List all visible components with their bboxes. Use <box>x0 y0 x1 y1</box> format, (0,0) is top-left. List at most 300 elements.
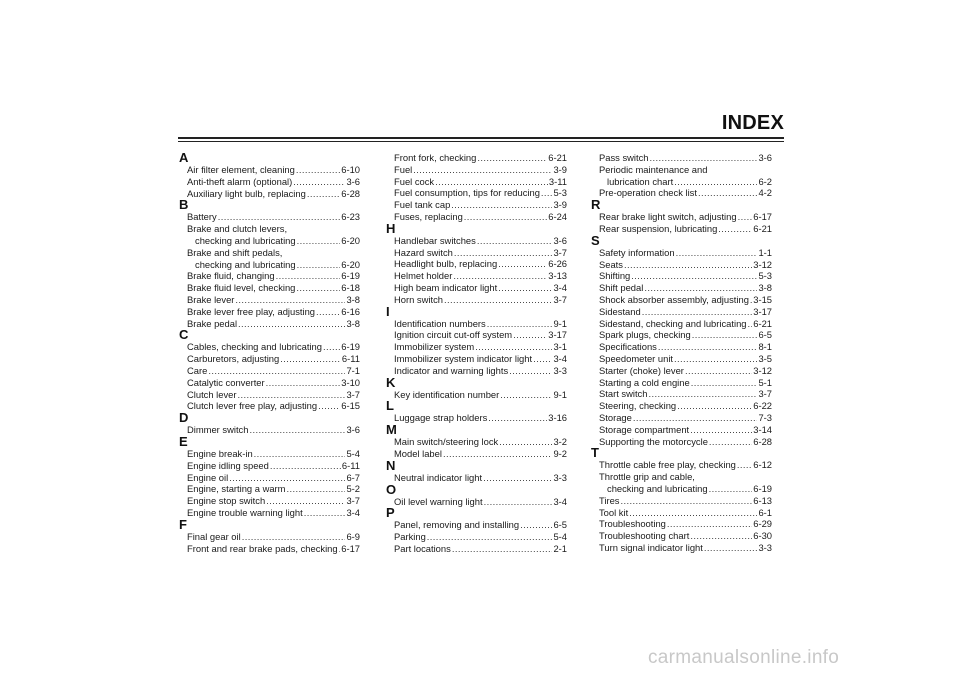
index-entry-page: 6-21 <box>753 222 772 234</box>
index-entry-page: 3-8 <box>346 317 360 329</box>
index-entry <box>599 294 772 306</box>
index-entry-text: Handlebar switches <box>394 234 476 246</box>
index-entry-page: 3-15 <box>753 293 772 305</box>
index-entry-text: lubrication chart <box>607 175 674 187</box>
index-entry-page: 6-10 <box>341 164 360 175</box>
index-entry-text: Auxiliary light bulb, replacing <box>187 187 306 199</box>
index-entry <box>187 448 360 460</box>
index-entry-text: Anti-theft alarm (optional) <box>187 175 293 187</box>
index-leader-dots <box>249 424 345 436</box>
index-entry-page: 6-21 <box>548 152 567 163</box>
index-entry <box>599 247 772 259</box>
index-entry <box>187 270 360 282</box>
index-entry <box>599 211 772 223</box>
index-entry <box>394 235 567 247</box>
page-title: INDEX <box>721 112 784 134</box>
index-entry-text: Engine break-in <box>187 447 253 459</box>
index-leader-dots <box>293 176 345 188</box>
index-leader-dots <box>208 365 345 377</box>
index-entry-text: Throttle cable free play, checking <box>599 459 736 471</box>
index-leader-dots <box>488 412 547 424</box>
index-leader-dots <box>692 329 758 341</box>
index-entry-text: Rear brake light switch, adjusting <box>599 211 737 223</box>
index-entry-page: 6-11 <box>341 459 360 471</box>
index-leader-dots <box>620 495 752 507</box>
index-entry-page: 2-1 <box>553 542 567 554</box>
index-entry-text: Clutch lever free play, adjusting <box>187 400 318 412</box>
index-entry-page: 6-22 <box>753 400 772 412</box>
index-entry <box>187 424 360 436</box>
index-entry-page: 6-20 <box>341 258 360 270</box>
index-entry <box>599 365 772 377</box>
index-leader-dots <box>286 483 345 495</box>
index-entry <box>599 341 772 353</box>
index-entry-text: Clutch lever <box>187 388 237 400</box>
index-entry <box>394 329 567 341</box>
watermark: carmanualsonline.info <box>648 647 840 668</box>
index-entry <box>394 412 567 424</box>
index-entry-text: Shifting <box>599 270 631 282</box>
index-entry-page: 3-7 <box>346 495 360 507</box>
header-rule-thin <box>178 141 784 142</box>
index-leader-dots <box>254 448 346 460</box>
index-leader-dots <box>443 448 552 460</box>
index-leader-dots <box>444 294 552 306</box>
index-entry <box>187 353 360 365</box>
index-entry-page: 3-4 <box>553 281 567 293</box>
index-entry <box>394 353 567 365</box>
index-section-letter: R <box>591 197 601 213</box>
index-entry <box>599 259 772 271</box>
index-entry-page: 3-7 <box>346 388 360 400</box>
index-entry <box>187 294 360 306</box>
index-section-letter: A <box>179 150 189 165</box>
index-entry-text: Part locations <box>394 542 451 554</box>
index-entry-text: Catalytic converter <box>187 376 265 388</box>
index-entry-page: 6-19 <box>341 270 360 282</box>
index-entry <box>394 519 567 531</box>
index-entry-page: 3-6 <box>553 234 567 246</box>
index-section-letter: E <box>179 433 188 449</box>
index-entry-text: Main switch/steering lock <box>394 436 499 448</box>
index-entry <box>599 530 772 542</box>
index-leader-dots <box>280 353 341 365</box>
index-leader-dots <box>229 472 345 484</box>
index-section-letter: D <box>179 410 189 426</box>
index-entry-text: Troubleshooting <box>599 518 666 530</box>
index-leader-dots <box>454 247 553 259</box>
index-leader-dots <box>709 483 753 495</box>
index-entry-page: 3-8 <box>346 293 360 305</box>
index-entry-page: 3-4 <box>553 352 567 364</box>
index-leader-dots <box>499 436 552 448</box>
index-entry <box>187 495 360 507</box>
index-entry <box>394 531 567 543</box>
index-section-letter: M <box>386 422 397 438</box>
index-entry-text: Shift pedal <box>599 282 644 294</box>
index-entry <box>187 460 360 472</box>
index-leader-dots <box>453 270 547 282</box>
index-entry <box>394 389 567 401</box>
index-leader-dots <box>520 519 552 531</box>
index-leader-dots <box>477 152 547 164</box>
index-leader-dots <box>513 329 547 341</box>
index-leader-dots <box>266 495 345 507</box>
index-leader-dots <box>674 353 757 365</box>
index-entry <box>187 365 360 377</box>
index-entry <box>187 223 360 235</box>
index-entry <box>187 164 360 176</box>
index-leader-dots <box>704 542 758 554</box>
index-entry-text: Pass switch <box>599 152 649 163</box>
index-entry <box>394 318 567 330</box>
index-entry-text: Engine trouble warning light <box>187 506 303 518</box>
index-entry-text: Model label <box>394 447 442 459</box>
index-entry-page: 5-3 <box>553 187 567 199</box>
index-entry <box>599 329 772 341</box>
index-entry-page: 6-24 <box>548 210 567 222</box>
index-section-letter: F <box>179 516 187 532</box>
index-entry-text: Starting a cold engine <box>599 376 690 388</box>
index-entry <box>599 152 772 164</box>
index-entry-page: 3-11 <box>548 175 567 187</box>
index-entry-text: Fuel consumption, tips for reducing <box>394 187 540 199</box>
index-entry <box>394 543 567 555</box>
index-entry-page: 3-6 <box>758 152 772 163</box>
index-leader-dots <box>297 259 341 271</box>
index-entry-page: 6-5 <box>553 519 567 531</box>
index-entry <box>599 495 772 507</box>
index-entry-text: Brake and clutch levers, <box>187 223 288 235</box>
index-entry-page: 6-9 <box>346 530 360 542</box>
index-entry-page: 9-1 <box>553 317 567 329</box>
index-leader-dots <box>464 211 547 223</box>
index-leader-dots <box>307 188 340 200</box>
index-column-3 <box>592 152 772 554</box>
index-leader-dots <box>691 377 758 389</box>
index-entry <box>599 412 772 424</box>
index-entry <box>599 282 772 294</box>
index-entry <box>394 187 567 199</box>
index-entry-text: Oil level warning light <box>394 495 483 507</box>
index-entry-page: 3-17 <box>753 305 772 317</box>
index-entry-text: Tires <box>599 494 620 506</box>
index-leader-dots <box>498 282 552 294</box>
index-entry <box>607 176 772 188</box>
index-entry-page: 3-9 <box>553 163 567 175</box>
index-entry-page: 3-9 <box>553 199 567 211</box>
index-leader-dots <box>218 211 341 223</box>
index-leader-dots <box>685 365 752 377</box>
index-leader-dots <box>748 318 753 330</box>
index-leader-dots <box>500 389 552 401</box>
index-leader-dots <box>318 400 340 412</box>
index-entry <box>599 424 772 436</box>
index-leader-dots <box>677 400 752 412</box>
index-leader-dots <box>644 282 757 294</box>
index-leader-dots <box>624 259 752 271</box>
index-entry <box>607 483 772 495</box>
index-entry-page: 3-7 <box>553 246 567 258</box>
index-entry-text: Key identification number <box>394 388 500 400</box>
index-entry-page: 6-17 <box>341 542 360 554</box>
index-entry <box>599 377 772 389</box>
index-leader-dots <box>709 436 752 448</box>
index-entry-page: 6-17 <box>753 211 772 223</box>
index-entry-page: 6-16 <box>341 305 360 317</box>
index-entry <box>394 294 567 306</box>
index-entry-text: Steering, checking <box>599 400 677 412</box>
index-entry-text: Front fork, checking <box>394 152 477 163</box>
index-entry-page: 3-3 <box>553 471 567 483</box>
index-leader-dots <box>435 176 548 188</box>
index-entry-text: Brake and shift pedals, <box>187 246 283 258</box>
index-leader-dots <box>509 365 552 377</box>
index-leader-dots <box>650 152 758 164</box>
index-entry-text: Indicator and warning lights <box>394 364 509 376</box>
index-leader-dots <box>648 388 757 400</box>
index-entry-text: Shock absorber assembly, adjusting <box>599 293 749 305</box>
index-entry-page: 3-7 <box>553 293 567 305</box>
index-entry <box>599 164 772 176</box>
index-leader-dots <box>296 164 340 176</box>
index-leader-dots <box>676 247 758 259</box>
index-entry-text: Sidestand <box>599 305 641 317</box>
index-entry <box>187 377 360 389</box>
index-leader-dots <box>316 306 340 318</box>
index-entry-page: 6-18 <box>341 282 360 294</box>
index-entry <box>394 472 567 484</box>
index-section-letter: K <box>386 374 396 390</box>
index-entry-text: Identification numbers <box>394 317 486 329</box>
index-entry-page: 6-7 <box>346 471 360 483</box>
index-entry-page: 5-1 <box>758 376 772 388</box>
index-entry-page: 3-4 <box>553 495 567 507</box>
index-leader-dots <box>427 531 553 543</box>
index-entry-text: Fuel <box>394 163 413 175</box>
index-entry-page: 3-1 <box>553 341 567 353</box>
index-entry <box>599 223 772 235</box>
index-entry-text: Carburetors, adjusting <box>187 353 280 365</box>
index-entry <box>599 471 772 483</box>
index-leader-dots <box>270 460 341 472</box>
index-entry <box>394 199 567 211</box>
index-leader-dots <box>667 518 752 530</box>
index-entry-page: 3-5 <box>758 352 772 364</box>
index-leader-dots <box>323 341 340 353</box>
index-entry-text: Storage <box>599 411 632 423</box>
index-entry-text: Hazard switch <box>394 246 453 258</box>
index-entry-page: 6-20 <box>341 234 360 246</box>
index-entry-page: 6-12 <box>753 459 772 471</box>
index-leader-dots <box>276 270 341 282</box>
index-entry-page: 6-19 <box>341 341 360 353</box>
index-entry <box>394 247 567 259</box>
index-entry-page: 6-26 <box>548 258 567 270</box>
index-entry-page: 5-2 <box>346 483 360 495</box>
index-entry-text: checking and lubricating <box>607 482 708 494</box>
index-leader-dots <box>339 543 341 555</box>
index-leader-dots <box>238 389 346 401</box>
index-entry <box>394 152 567 164</box>
index-entry-text: checking and lubricating <box>195 234 296 246</box>
index-leader-dots <box>738 211 753 223</box>
index-entry <box>187 318 360 330</box>
index-section-letter: O <box>386 481 397 497</box>
index-entry-text: Dimmer switch <box>187 424 249 436</box>
index-entry-page: 6-19 <box>753 482 772 494</box>
index-entry <box>394 282 567 294</box>
index-leader-dots <box>498 258 547 270</box>
index-entry-page: 6-30 <box>753 530 772 542</box>
index-entry-page: 3-12 <box>753 364 772 376</box>
index-leader-dots <box>633 412 758 424</box>
index-entry-text: Helmet holder <box>394 270 453 282</box>
index-entry-text: Panel, removing and installing <box>394 519 520 531</box>
index-leader-dots <box>296 282 340 294</box>
index-entry-page: 3-3 <box>758 541 772 553</box>
index-entry-text: Cables, checking and lubricating <box>187 341 322 353</box>
index-entry <box>394 211 567 223</box>
index-entry <box>187 400 360 412</box>
index-entry-page: 3-10 <box>341 376 360 388</box>
index-entry-text: Immobilizer system indicator light <box>394 352 533 364</box>
index-entry-text: Troubleshooting chart <box>599 530 690 542</box>
index-entry-text: Safety information <box>599 246 675 258</box>
index-entry-page: 8-1 <box>758 341 772 353</box>
index-entry-page: 3-16 <box>548 412 567 424</box>
index-entry-page: 5-3 <box>758 270 772 282</box>
index-section-letter: P <box>386 505 395 521</box>
index-entry-text: Final gear oil <box>187 530 241 542</box>
index-entry-page: 3-6 <box>346 424 360 436</box>
index-entry <box>394 341 567 353</box>
index-entry-text: Fuses, replacing <box>394 210 463 222</box>
index-entry-text: Spark plugs, checking <box>599 329 691 341</box>
index-entry-text: Neutral indicator light <box>394 471 483 483</box>
index-entry-text: Horn switch <box>394 293 443 305</box>
index-leader-dots <box>674 176 757 188</box>
index-entry <box>599 306 772 318</box>
index-entry <box>599 388 772 400</box>
index-entry-text: Pre-operation check list <box>599 187 697 199</box>
index-entry-page: 3-12 <box>753 258 772 270</box>
index-entry <box>599 318 772 330</box>
index-entry <box>187 472 360 484</box>
index-entry <box>195 235 360 247</box>
index-entry <box>187 188 360 200</box>
index-leader-dots <box>297 235 341 247</box>
index-section-letter: H <box>386 220 396 236</box>
index-entry <box>187 306 360 318</box>
index-entry <box>187 531 360 543</box>
index-leader-dots <box>304 507 346 519</box>
index-entry-text: checking and lubricating <box>195 258 296 270</box>
index-entry-text: Turn signal indicator light <box>599 541 703 553</box>
index-entry-text: Ignition circuit cut-off system <box>394 329 513 341</box>
index-entry-text: Headlight bulb, replacing <box>394 258 498 270</box>
index-entry <box>599 270 772 282</box>
index-leader-dots <box>413 164 552 176</box>
index-entry <box>599 542 772 554</box>
index-entry-text: Fuel cock <box>394 175 435 187</box>
index-entry-page: 3-17 <box>548 329 567 341</box>
index-entry-text: Brake lever free play, adjusting <box>187 305 316 317</box>
index-leader-dots <box>242 531 346 543</box>
index-entry <box>187 483 360 495</box>
index-entry <box>187 507 360 519</box>
index-entry-page: 3-7 <box>758 388 772 400</box>
index-section-letter: C <box>179 327 189 343</box>
index-entry-text: Engine idling speed <box>187 459 269 471</box>
index-leader-dots <box>483 472 552 484</box>
index-leader-dots <box>658 341 758 353</box>
index-column-1 <box>180 152 360 554</box>
index-entry <box>187 176 360 188</box>
index-leader-dots <box>737 459 752 471</box>
index-entry <box>599 436 772 448</box>
index-entry <box>599 507 772 519</box>
index-entry-page: 6-11 <box>341 353 360 365</box>
index-entry-text: Immobilizer system <box>394 341 475 353</box>
index-entry-page: 7-1 <box>346 364 360 376</box>
index-entry-page: 3-3 <box>553 364 567 376</box>
index-entry <box>599 400 772 412</box>
index-entry-text: Specifications <box>599 341 657 353</box>
index-entry-text: Periodic maintenance and <box>599 163 708 175</box>
index-entry <box>187 543 360 555</box>
index-entry-page: 9-2 <box>553 447 567 459</box>
index-entry <box>394 164 567 176</box>
index-entry <box>394 270 567 282</box>
index-entry <box>195 259 360 271</box>
index-entry-page: 9-1 <box>553 388 567 400</box>
index-leader-dots <box>487 318 553 330</box>
index-leader-dots <box>238 318 345 330</box>
index-entry-page: 6-1 <box>758 506 772 518</box>
index-entry-text: Sidestand, checking and lubricating <box>599 317 747 329</box>
index-leader-dots <box>629 507 757 519</box>
index-entry-text: Seats <box>599 258 623 270</box>
index-entry-text: Care <box>187 364 208 376</box>
index-entry-page: 3-13 <box>548 270 567 282</box>
index-entry-page: 6-21 <box>753 317 772 329</box>
index-entry <box>394 448 567 460</box>
index-entry <box>599 459 772 471</box>
index-entry-text: Start switch <box>599 388 648 400</box>
index-entry-text: Starter (choke) lever <box>599 364 684 376</box>
index-entry-text: Front and rear brake pads, checking <box>187 542 338 554</box>
index-column-2 <box>387 152 567 555</box>
index-entry-page: 6-2 <box>758 175 772 187</box>
index-section-letter: L <box>386 398 394 414</box>
index-entry-text: Brake pedal <box>187 317 238 329</box>
index-entry-text: Tool kit <box>599 506 629 518</box>
index-entry <box>394 176 567 188</box>
index-entry-page: 3-4 <box>346 506 360 518</box>
index-entry <box>394 258 567 270</box>
index-entry <box>187 282 360 294</box>
index-entry-page: 6-28 <box>753 435 772 447</box>
index-entry-text: Brake lever <box>187 293 235 305</box>
index-entry <box>599 518 772 530</box>
index-entry-text: Luggage strap holders <box>394 412 488 424</box>
index-leader-dots <box>477 235 553 247</box>
index-leader-dots <box>718 223 752 235</box>
index-section-letter: S <box>591 232 600 248</box>
index-entry-page: 3-6 <box>346 175 360 187</box>
index-entry-page: 6-23 <box>341 211 360 223</box>
